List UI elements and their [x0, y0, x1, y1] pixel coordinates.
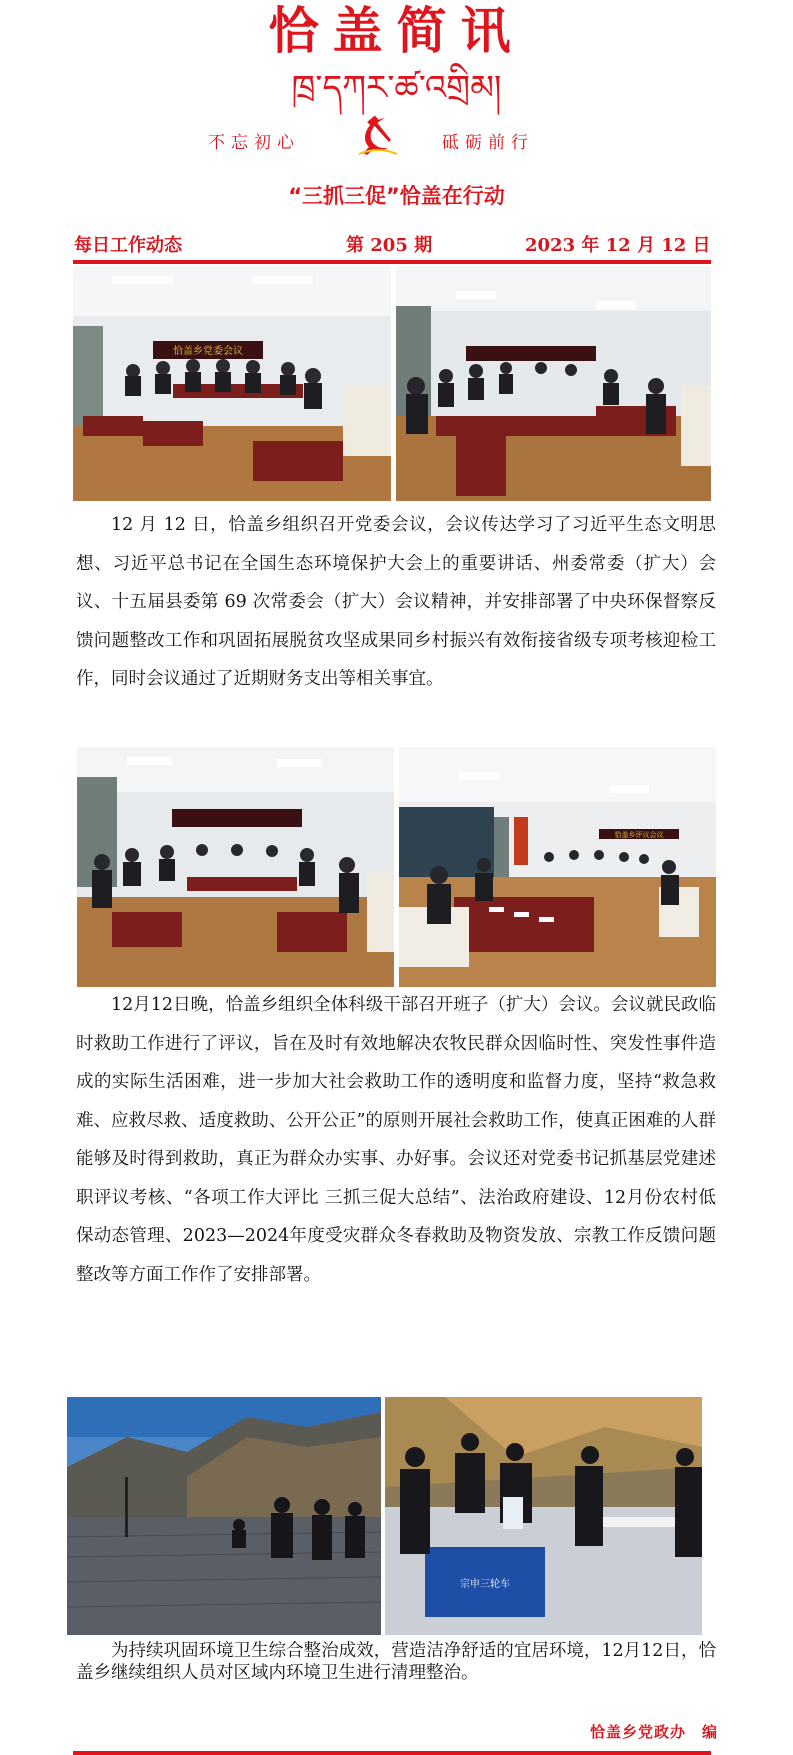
newsletter-title-tibetan: ཁྲ་དཀར་ཚ་འགྲིམ།	[291, 68, 502, 108]
photo-banner-1: 恰盖乡党委会议	[173, 346, 243, 357]
article-3: 为持续巩固环境卫生综合整治成效，营造洁净舒适的宜居环境，12月12日，恰盖乡继续组织人员对区域内环境卫生进行清理整治。	[76, 1641, 716, 1683]
cleanup-photo-1	[67, 1397, 381, 1635]
newsletter-title: 恰盖简讯	[268, 2, 525, 60]
photo-banner-4: 恰盖乡评议会议	[614, 831, 664, 839]
header-rule	[73, 260, 711, 264]
footer-credit: 恰盖乡党政办 编	[590, 1723, 719, 1741]
meeting-photo-2	[396, 266, 711, 501]
footer-rule	[73, 1751, 711, 1755]
article-2: 12月12日晚，恰盖乡组织全体科级干部召开班子（扩大）会议。会议就民政临时救助工作进行了评议，旨在及时有效地解决农牧民群众因临时性、突发性事件造成的实际生活困难，进一步加大社会救助工作的透明度和监督力度，坚持“救急救难、应救尽救、适度救助、公开公正”的原则开展社会救助工作，使真正困难的人群能够及时得到救助，真正为群众办实事、办好事。会议还对党委书记抓基层党建述职评议考核、“各项工作大评比 三抓三促大总结”、法治政府建设、12月份农村低保动态管理、2023—2024年度受灾群众冬春救助及物资发放、宗教工作反馈问题整改等方面工作作了安排部署。	[76, 995, 716, 1285]
issue-date: 2023 年 12 月 12 日	[525, 235, 711, 256]
meeting-photo-4	[399, 747, 716, 987]
subtitle: “三抓三促”恰盖在行动	[288, 184, 505, 208]
article-1: 12 月 12 日，恰盖乡组织召开党委会议，会议传达学习了习近平生态文明思想、习近平总书记在全国生态环境保护大会上的重要讲话、州委常委（扩大）会议、十五届县委第 69 次常委会（扩大）会议精神，并安排部署了中央环保督察反馈问题整改工作和巩固拓展脱贫攻坚成果同乡村振兴有效衔接省级专项考核迎检工作，同时会议通过了近期财务支出等相关事宜。	[76, 515, 716, 689]
motto-left: 不忘初心	[208, 133, 300, 153]
meeting-photo-3	[77, 747, 394, 987]
party-emblem-icon	[355, 114, 401, 156]
cleanup-photo-2	[385, 1397, 702, 1635]
tricycle-brand: 宗申三轮车	[460, 1579, 510, 1590]
column-name: 每日工作动态	[74, 235, 182, 256]
meeting-photo-1	[73, 266, 391, 501]
issue-number: 第 205 期	[346, 235, 433, 256]
motto-right: 砥砺前行	[442, 133, 534, 153]
